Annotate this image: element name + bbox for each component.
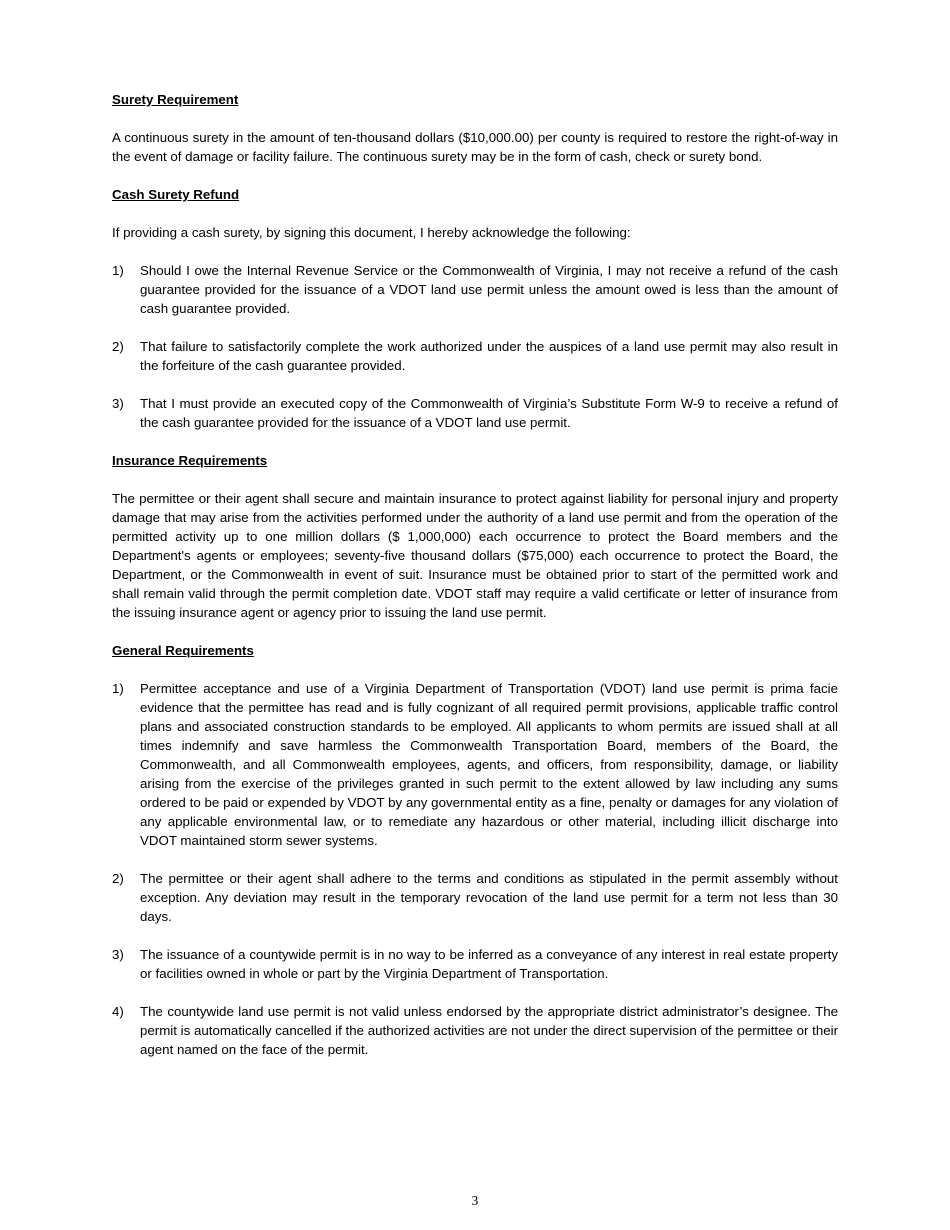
insurance-paragraph: The permittee or their agent shall secure and maintain insurance to protect against liability for personal injury and property damage that may arise from the activities performed under the authority of a land use permit and from the operation of the permitted activity up to one million dollars ($ 1,000,000) each occurrence to protect the Board members and the Department's agents or employees; seventy-five thousand dollars ($75,000) each occurrence to protect the Board, the Department, or the Commonwealth in event of suit. Insurance must be obtained prior to start of the permitted work and shall remain valid through the permit completion date. VDOT staff may require a valid certificate or letter of insurance from the issuing insurance agent or agency prior to issuing the land use permit. — [112, 491, 838, 620]
list-item-text: Should I owe the Internal Revenue Service or the Commonwealth of Virginia, I may not receive a refund of the cash guarantee provided for the issuance of a VDOT land use permit unless the amount owed is less than the amount of cash guarantee provided. — [140, 263, 838, 316]
list-item — [112, 679, 838, 850]
document-body — [112, 90, 838, 1059]
list-item — [112, 945, 838, 983]
general-heading: General Requirements — [112, 643, 254, 658]
list-item-number: 4) — [112, 1004, 124, 1019]
list-item-number: 2) — [112, 339, 124, 354]
list-item-number: 1) — [112, 263, 124, 278]
list-item — [112, 337, 838, 375]
cash-refund-heading: Cash Surety Refund — [112, 187, 240, 202]
list-item — [112, 394, 838, 432]
page-number: 3 — [471, 1193, 479, 1208]
list-item-number: 3) — [112, 947, 124, 962]
list-item-text: The issuance of a countywide permit is in no way to be inferred as a conveyance of any interest in real estate property or facilities owned in whole or part by the Virginia Department of Transportation. — [140, 947, 838, 981]
list-item — [112, 869, 838, 926]
list-item-text: Permittee acceptance and use of a Virginia Department of Transportation (VDOT) land use permit is prima facie evidence that the permittee has read and is fully cognizant of all required permit provisions, applicable traffic control plans and associated construction standards to be employed. All applicants to whom permits are issued shall at all times indemnify and save harmless the Commonwealth Transportation Board, members of the Board, the Commonwealth, and all Commonwealth employees, agents, and officers, from responsibility, damage, or liability arising from the exercise of the privileges granted in such permit to the extent allowed by law including any sums ordered to be paid or expended by VDOT by any governmental entity as a fine, penalty or damages for any violation of any applicable environmental law, or to remediate any hazardous or other material, including illicit discharge into VDOT maintained storm sewer systems. — [140, 681, 838, 848]
list-item-text: The countywide land use permit is not valid unless endorsed by the appropriate district administrator’s designee. The permit is automatically cancelled if the authorized activities are not under the direct supervision of the permittee or their agent named on the face of the permit. — [140, 1004, 838, 1057]
cash-refund-list — [112, 261, 838, 432]
list-item-text: That I must provide an executed copy of the Commonwealth of Virginia’s Substitute Form W-9 to receive a refund of the cash guarantee provided for the issuance of a VDOT land use permit. — [140, 396, 838, 430]
list-item-text: The permittee or their agent shall adhere to the terms and conditions as stipulated in the permit assembly without exception. Any deviation may result in the temporary revocation of the land use permit for a term not less than 30 days. — [140, 871, 838, 924]
list-item-number: 1) — [112, 681, 124, 696]
surety-paragraph: A continuous surety in the amount of ten-thousand dollars ($10,000.00) per county is required to restore the right-of-way in the event of damage or facility failure. The continuous surety may be in the form of cash, check or surety bond. — [112, 130, 838, 164]
cash-refund-intro: If providing a cash surety, by signing this document, I hereby acknowledge the following: — [112, 225, 631, 240]
list-item-number: 3) — [112, 396, 124, 411]
list-item-text: That failure to satisfactorily complete the work authorized under the auspices of a land use permit may also result in the forfeiture of the cash guarantee provided. — [140, 339, 838, 373]
list-item — [112, 1002, 838, 1059]
insurance-heading: Insurance Requirements — [112, 453, 268, 468]
list-item — [112, 261, 838, 318]
general-list — [112, 679, 838, 1059]
list-item-number: 2) — [112, 871, 124, 886]
surety-heading: Surety Requirement — [112, 92, 239, 107]
